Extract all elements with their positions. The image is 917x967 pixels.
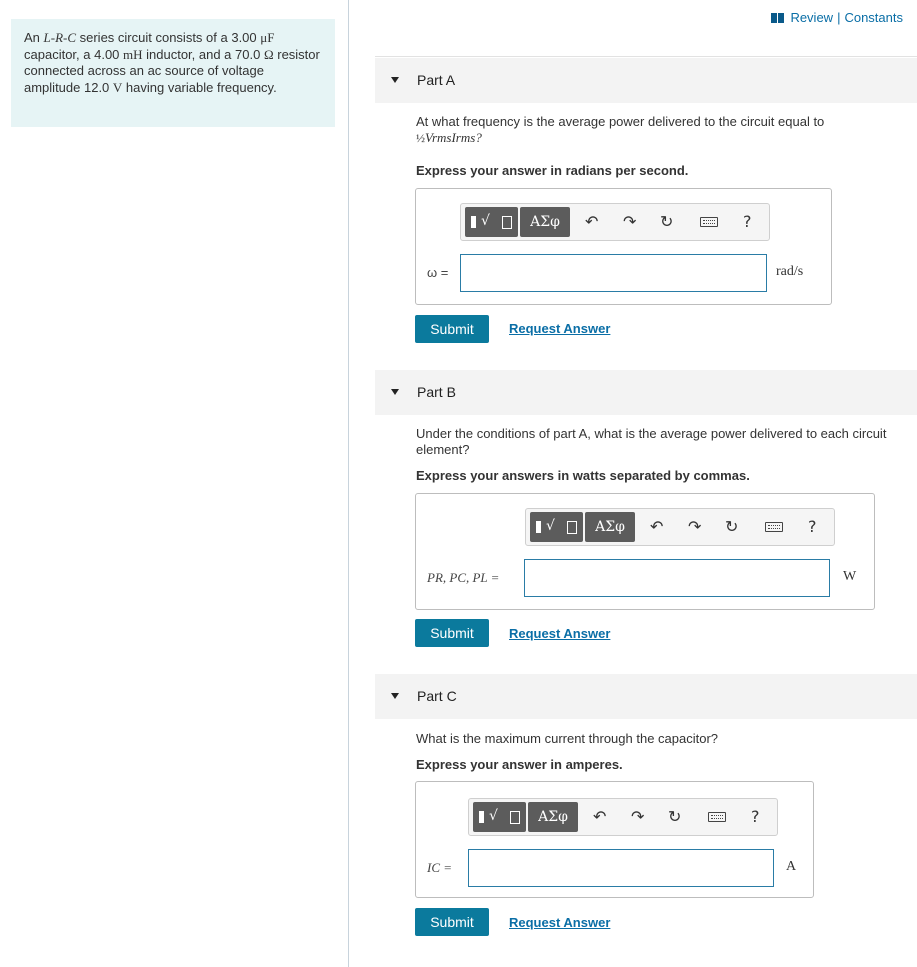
template-slot-icon bbox=[567, 521, 577, 534]
help-icon[interactable]: ? bbox=[743, 212, 752, 231]
part-a-request-answer-link[interactable]: Request Answer bbox=[509, 321, 611, 336]
undo-icon[interactable]: ↶ bbox=[585, 212, 599, 231]
header-links bbox=[771, 10, 903, 25]
book-icon bbox=[771, 13, 784, 23]
intro-text-4: inductor, and a 70.0 bbox=[142, 46, 264, 62]
intro-text-6: having variable frequency. bbox=[122, 79, 277, 95]
power-variables-label: PR, PC, PL = bbox=[427, 570, 500, 585]
part-a-submit-button[interactable]: Submit bbox=[415, 315, 489, 343]
part-b-question: Under the conditions of part A, what is the average power delivered to each circuit element? bbox=[416, 426, 887, 457]
help-icon[interactable]: ? bbox=[751, 807, 760, 826]
part-b-unit: W bbox=[843, 569, 857, 584]
header-rule bbox=[375, 56, 917, 57]
undo-icon[interactable]: ↶ bbox=[593, 807, 607, 826]
redo-icon[interactable]: ↷ bbox=[631, 807, 645, 826]
part-b-math-toolbar bbox=[525, 508, 835, 546]
part-c-instruction: Express your answer in amperes. bbox=[416, 757, 623, 772]
intro-text-2: series circuit consists of a 3.00 bbox=[76, 30, 261, 45]
constants-link[interactable]: Constants bbox=[844, 10, 903, 25]
part-c-question: What is the maximum current through the capacitor? bbox=[416, 731, 719, 746]
redo-icon[interactable]: ↷ bbox=[688, 517, 702, 536]
column-divider bbox=[348, 0, 349, 967]
template-slot-icon bbox=[502, 216, 512, 229]
current-label: IC = bbox=[427, 860, 453, 875]
part-c-header[interactable] bbox=[375, 674, 917, 719]
review-link[interactable]: Review bbox=[790, 10, 834, 25]
part-c-answer-input[interactable] bbox=[468, 849, 774, 887]
keyboard-icon[interactable] bbox=[700, 217, 718, 227]
part-b-title: Part B bbox=[417, 384, 456, 400]
part-a-question-text: At what frequency is the average power delivered to the circuit equal to bbox=[416, 114, 825, 129]
part-b-answer-box bbox=[415, 493, 875, 610]
part-b-request-answer-link[interactable]: Request Answer bbox=[509, 626, 611, 641]
template-slot-icon bbox=[510, 811, 520, 824]
intro-lrc: L-R-C bbox=[43, 30, 77, 45]
help-icon[interactable]: ? bbox=[808, 517, 817, 536]
templates-button[interactable] bbox=[530, 512, 583, 542]
intro-text-1: An bbox=[24, 30, 44, 45]
part-a-unit: rad/s bbox=[776, 264, 804, 279]
part-c-submit-button[interactable]: Submit bbox=[415, 908, 489, 936]
collapse-triangle-icon[interactable] bbox=[391, 389, 399, 395]
part-a-math-toolbar bbox=[460, 203, 770, 241]
part-b-answer-input[interactable] bbox=[524, 559, 830, 597]
omega-label: ω = bbox=[427, 265, 449, 280]
keyboard-icon[interactable] bbox=[708, 812, 726, 822]
reset-icon[interactable]: ↻ bbox=[660, 212, 674, 231]
undo-icon[interactable]: ↶ bbox=[650, 517, 664, 536]
part-a-formula: VrmsIrms? bbox=[425, 130, 482, 145]
intro-ohm: Ω bbox=[263, 46, 274, 62]
intro-text-5: resistor connected across an ac source of voltage amplitude 12.0 bbox=[24, 46, 320, 95]
templates-button[interactable] bbox=[465, 207, 518, 237]
problem-statement bbox=[11, 19, 335, 127]
part-b-header[interactable] bbox=[375, 370, 917, 415]
radical-icon: √ bbox=[546, 518, 555, 534]
reset-icon[interactable]: ↻ bbox=[668, 807, 682, 826]
header-separator: | bbox=[837, 10, 841, 25]
part-a-title: Part A bbox=[417, 72, 456, 88]
intro-text-3: capacitor, a 4.00 bbox=[24, 46, 124, 62]
keyboard-icon[interactable] bbox=[765, 522, 783, 532]
greek-symbols-button[interactable]: ΑΣφ bbox=[520, 207, 570, 237]
part-b-submit-button[interactable]: Submit bbox=[415, 619, 489, 647]
part-c-title: Part C bbox=[417, 688, 457, 704]
radical-icon: √ bbox=[481, 213, 490, 229]
part-b-instruction: Express your answers in watts separated by commas. bbox=[416, 468, 750, 483]
radical-icon: √ bbox=[489, 808, 498, 824]
intro-uf: μF bbox=[260, 30, 275, 45]
part-a-formula-half: ½ bbox=[416, 131, 425, 145]
part-c-math-toolbar bbox=[468, 798, 778, 836]
collapse-triangle-icon[interactable] bbox=[391, 693, 399, 699]
intro-mh: mH bbox=[123, 46, 143, 62]
part-a-answer-input[interactable] bbox=[460, 254, 767, 292]
intro-volt: V bbox=[112, 79, 123, 95]
redo-icon[interactable]: ↷ bbox=[623, 212, 637, 231]
part-a-instruction: Express your answer in radians per second. bbox=[416, 163, 689, 178]
part-c-request-answer-link[interactable]: Request Answer bbox=[509, 915, 611, 930]
part-c-answer-box bbox=[415, 781, 814, 898]
template-box-icon bbox=[536, 521, 541, 533]
collapse-triangle-icon[interactable] bbox=[391, 77, 399, 83]
part-c-unit: A bbox=[786, 859, 797, 874]
reset-icon[interactable]: ↻ bbox=[725, 517, 739, 536]
part-a-header[interactable] bbox=[375, 58, 917, 103]
part-a-question bbox=[416, 114, 896, 146]
greek-symbols-button[interactable]: ΑΣφ bbox=[585, 512, 635, 542]
template-box-icon bbox=[479, 811, 484, 823]
part-a-answer-box bbox=[415, 188, 832, 305]
templates-button[interactable] bbox=[473, 802, 526, 832]
greek-symbols-button[interactable]: ΑΣφ bbox=[528, 802, 578, 832]
template-box-icon bbox=[471, 216, 476, 228]
